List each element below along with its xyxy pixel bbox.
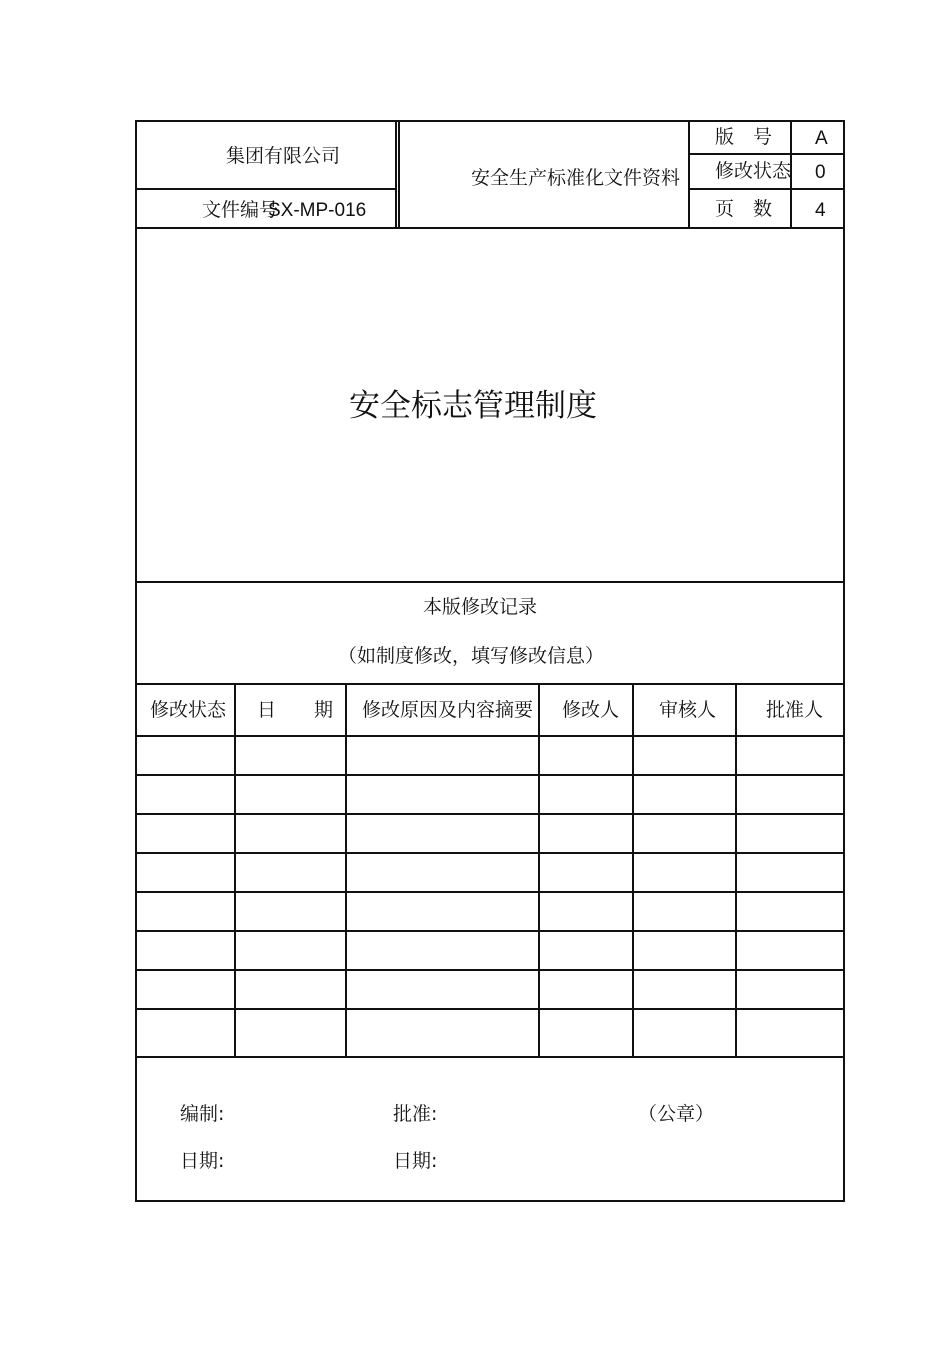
version-value: A <box>815 128 828 149</box>
table-row-line <box>135 891 845 893</box>
doc-number-label: 文件编号 <box>202 199 279 221</box>
column-header-modifier: 修改人 <box>562 699 620 721</box>
table-bottom <box>135 1056 845 1058</box>
table-top <box>135 683 845 685</box>
company-seal-label: （公章） <box>638 1103 715 1125</box>
table-row-line <box>135 1008 845 1010</box>
table-row-line <box>135 813 845 815</box>
header-bottom <box>135 227 845 229</box>
revision-record-note: （如制度修改，填写修改信息） <box>338 645 605 667</box>
prepared-by-label: 编制: <box>180 1103 225 1125</box>
version-label: 版 号 <box>715 126 773 148</box>
header-divider-company <box>135 188 397 190</box>
table-row-line <box>135 930 845 932</box>
table-header-bottom <box>135 735 845 737</box>
company-name: 集团有限公司 <box>226 145 341 167</box>
table-col-line <box>345 683 347 1058</box>
header-divider-left-2 <box>398 120 400 228</box>
header-divider-row2 <box>688 188 845 190</box>
revision-record-heading: 本版修改记录 <box>423 596 538 618</box>
revision-section-top <box>135 581 845 583</box>
column-header-revision-status: 修改状态 <box>150 699 227 721</box>
prepared-date-label: 日期: <box>180 1150 225 1172</box>
page-count-label: 页 数 <box>715 198 773 220</box>
header-divider-left <box>395 120 397 228</box>
table-col-line <box>538 683 540 1058</box>
table-row-line <box>135 774 845 776</box>
column-header-change-summary: 修改原因及内容摘要 <box>362 699 534 721</box>
table-row-line <box>135 969 845 971</box>
header-divider-meta <box>688 120 690 228</box>
column-header-reviewer: 审核人 <box>659 699 717 721</box>
approved-by-label: 批准: <box>393 1103 438 1125</box>
doc-category: 安全生产标准化文件资料 <box>471 167 681 189</box>
table-row-line <box>135 852 845 854</box>
header-divider-row1 <box>688 153 845 155</box>
doc-number-value: SX-MP-016 <box>268 200 367 221</box>
page-title: 安全标志管理制度 <box>349 388 597 424</box>
column-header-approver: 批准人 <box>766 699 824 721</box>
revision-status-value: 0 <box>815 162 826 183</box>
page-count-value: 4 <box>815 200 826 221</box>
table-col-line <box>632 683 634 1058</box>
table-col-line <box>735 683 737 1058</box>
column-header-date: 日 期 <box>257 699 334 721</box>
table-col-line <box>234 683 236 1058</box>
revision-status-label: 修改状态 <box>715 160 792 182</box>
approved-date-label: 日期: <box>393 1150 438 1172</box>
